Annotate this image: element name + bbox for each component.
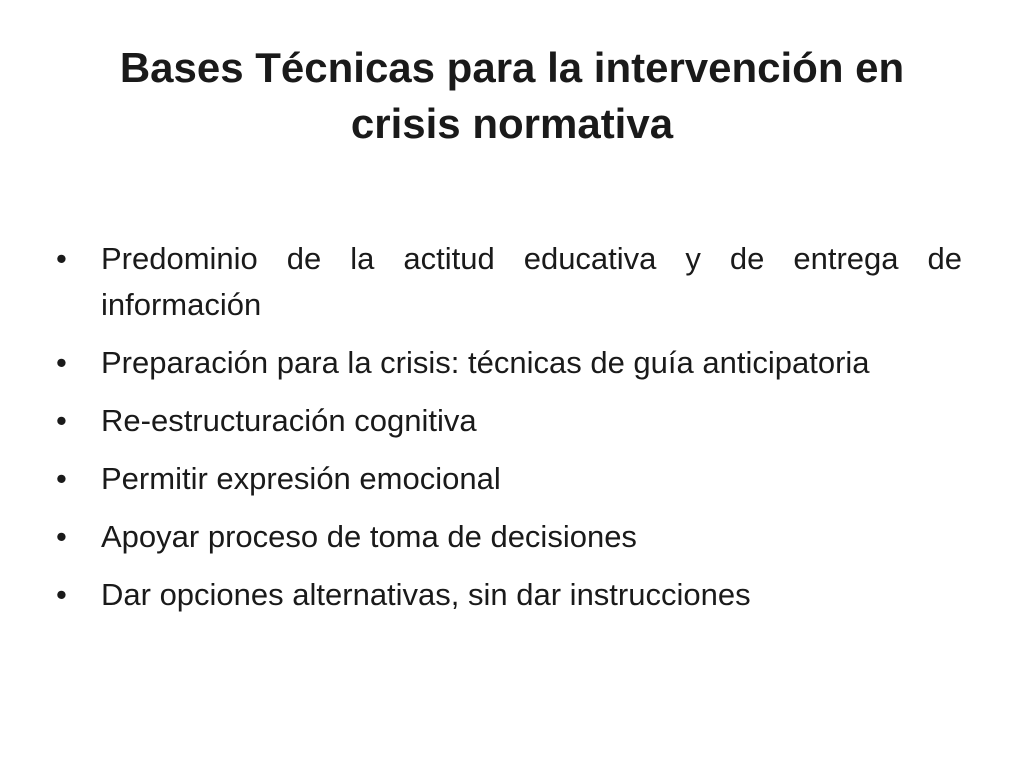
bullet-text: Dar opciones alternativas, sin dar instrucciones [101, 577, 751, 612]
bullet-text: Re-estructuración cognitiva [101, 403, 477, 438]
bullet-marker: • [56, 403, 67, 438]
bullet-item [56, 236, 962, 328]
bullet-marker: • [56, 519, 67, 554]
bullet-text: Predominio de la actitud educativa y de entrega de información [101, 241, 962, 322]
bullet-marker: • [56, 345, 67, 380]
bullet-item [56, 340, 962, 386]
bullet-item [56, 572, 962, 618]
bullet-text: Permitir expresión emocional [101, 461, 501, 496]
bullet-marker: • [56, 577, 67, 612]
bullet-text: Apoyar proceso de toma de decisiones [101, 519, 637, 554]
bullet-marker: • [56, 241, 67, 276]
bullet-list [56, 236, 962, 630]
slide-title: Bases Técnicas para la intervención en crisis normativa [119, 44, 905, 147]
bullet-item [56, 398, 962, 444]
bullet-text: Preparación para la crisis: técnicas de guía anticipatoria [101, 345, 870, 380]
bullet-item [56, 456, 962, 502]
bullet-marker: • [56, 461, 67, 496]
bullet-item [56, 514, 962, 560]
